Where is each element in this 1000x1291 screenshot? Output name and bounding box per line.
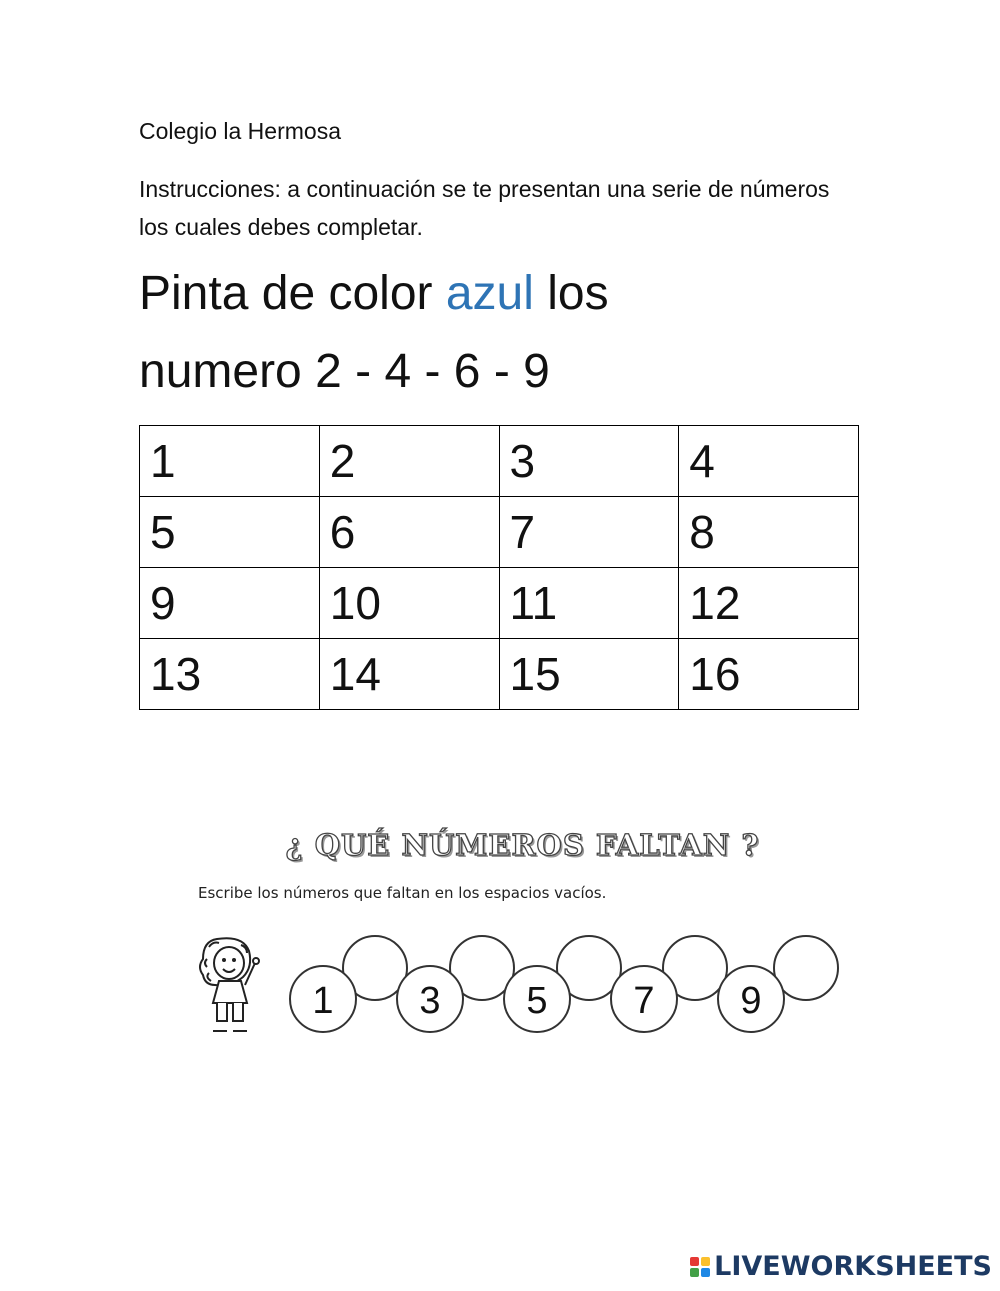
logo-text: LIVEWORKSHEETS	[714, 1251, 992, 1282]
number-circle	[290, 966, 356, 1032]
logo-square-green	[690, 1268, 699, 1277]
caterpillar-number-chain	[195, 925, 855, 1045]
task-text-end: los	[533, 267, 609, 320]
exercise-subtitle: Escribe los números que faltan en los espacios vacíos.	[198, 884, 607, 902]
grid-cell[interactable]: 7	[499, 497, 679, 568]
circle-number: 1	[312, 980, 334, 1022]
grid-cell[interactable]: 11	[499, 568, 679, 639]
number-circle	[611, 966, 677, 1032]
liveworksheets-logo	[690, 1251, 992, 1282]
grid-cell[interactable]: 1	[140, 426, 320, 497]
grid-cell[interactable]: 4	[679, 426, 859, 497]
instructions-text: Instrucciones: a continuación se te presentan una serie de números los cuales debes completar.	[139, 176, 830, 240]
number-grid	[139, 425, 859, 710]
circle-number: 9	[740, 980, 762, 1022]
grid-cell[interactable]: 10	[319, 568, 499, 639]
exercise-title: ¿ QUÉ NÚMEROS FALTAN ?	[285, 828, 760, 862]
circle-number: 7	[633, 980, 655, 1022]
task-line-2: numero 2 - 4 - 6 - 9	[139, 345, 550, 398]
grid-cell[interactable]: 5	[140, 497, 320, 568]
logo-square-blue	[701, 1268, 710, 1277]
grid-cell[interactable]: 6	[319, 497, 499, 568]
number-circle	[718, 966, 784, 1032]
grid-cell[interactable]: 3	[499, 426, 679, 497]
grid-cell[interactable]: 9	[140, 568, 320, 639]
grid-cell[interactable]: 8	[679, 497, 859, 568]
circle-number: 3	[419, 980, 441, 1022]
grid-cell[interactable]: 14	[319, 639, 499, 710]
school-name: Colegio la Hermosa	[139, 118, 341, 144]
grid-row	[140, 639, 859, 710]
grid-cell[interactable]: 16	[679, 639, 859, 710]
grid-cell[interactable]: 2	[319, 426, 499, 497]
grid-row	[140, 426, 859, 497]
logo-square-yellow	[701, 1257, 710, 1266]
logo-square-red	[690, 1257, 699, 1266]
task-color-word: azul	[445, 267, 534, 320]
grid-row	[140, 497, 859, 568]
grid-row	[140, 568, 859, 639]
number-circle	[504, 966, 570, 1032]
grid-cell[interactable]: 12	[679, 568, 859, 639]
number-circle	[397, 966, 463, 1032]
circle-number: 5	[526, 980, 548, 1022]
task-line-1	[139, 266, 609, 321]
grid-cell[interactable]: 13	[140, 639, 320, 710]
liveworksheets-logo-icon	[690, 1257, 710, 1277]
grid-cell[interactable]: 15	[499, 639, 679, 710]
task-text-start: Pinta de color	[139, 267, 446, 320]
child-illustration-icon	[200, 938, 259, 1031]
